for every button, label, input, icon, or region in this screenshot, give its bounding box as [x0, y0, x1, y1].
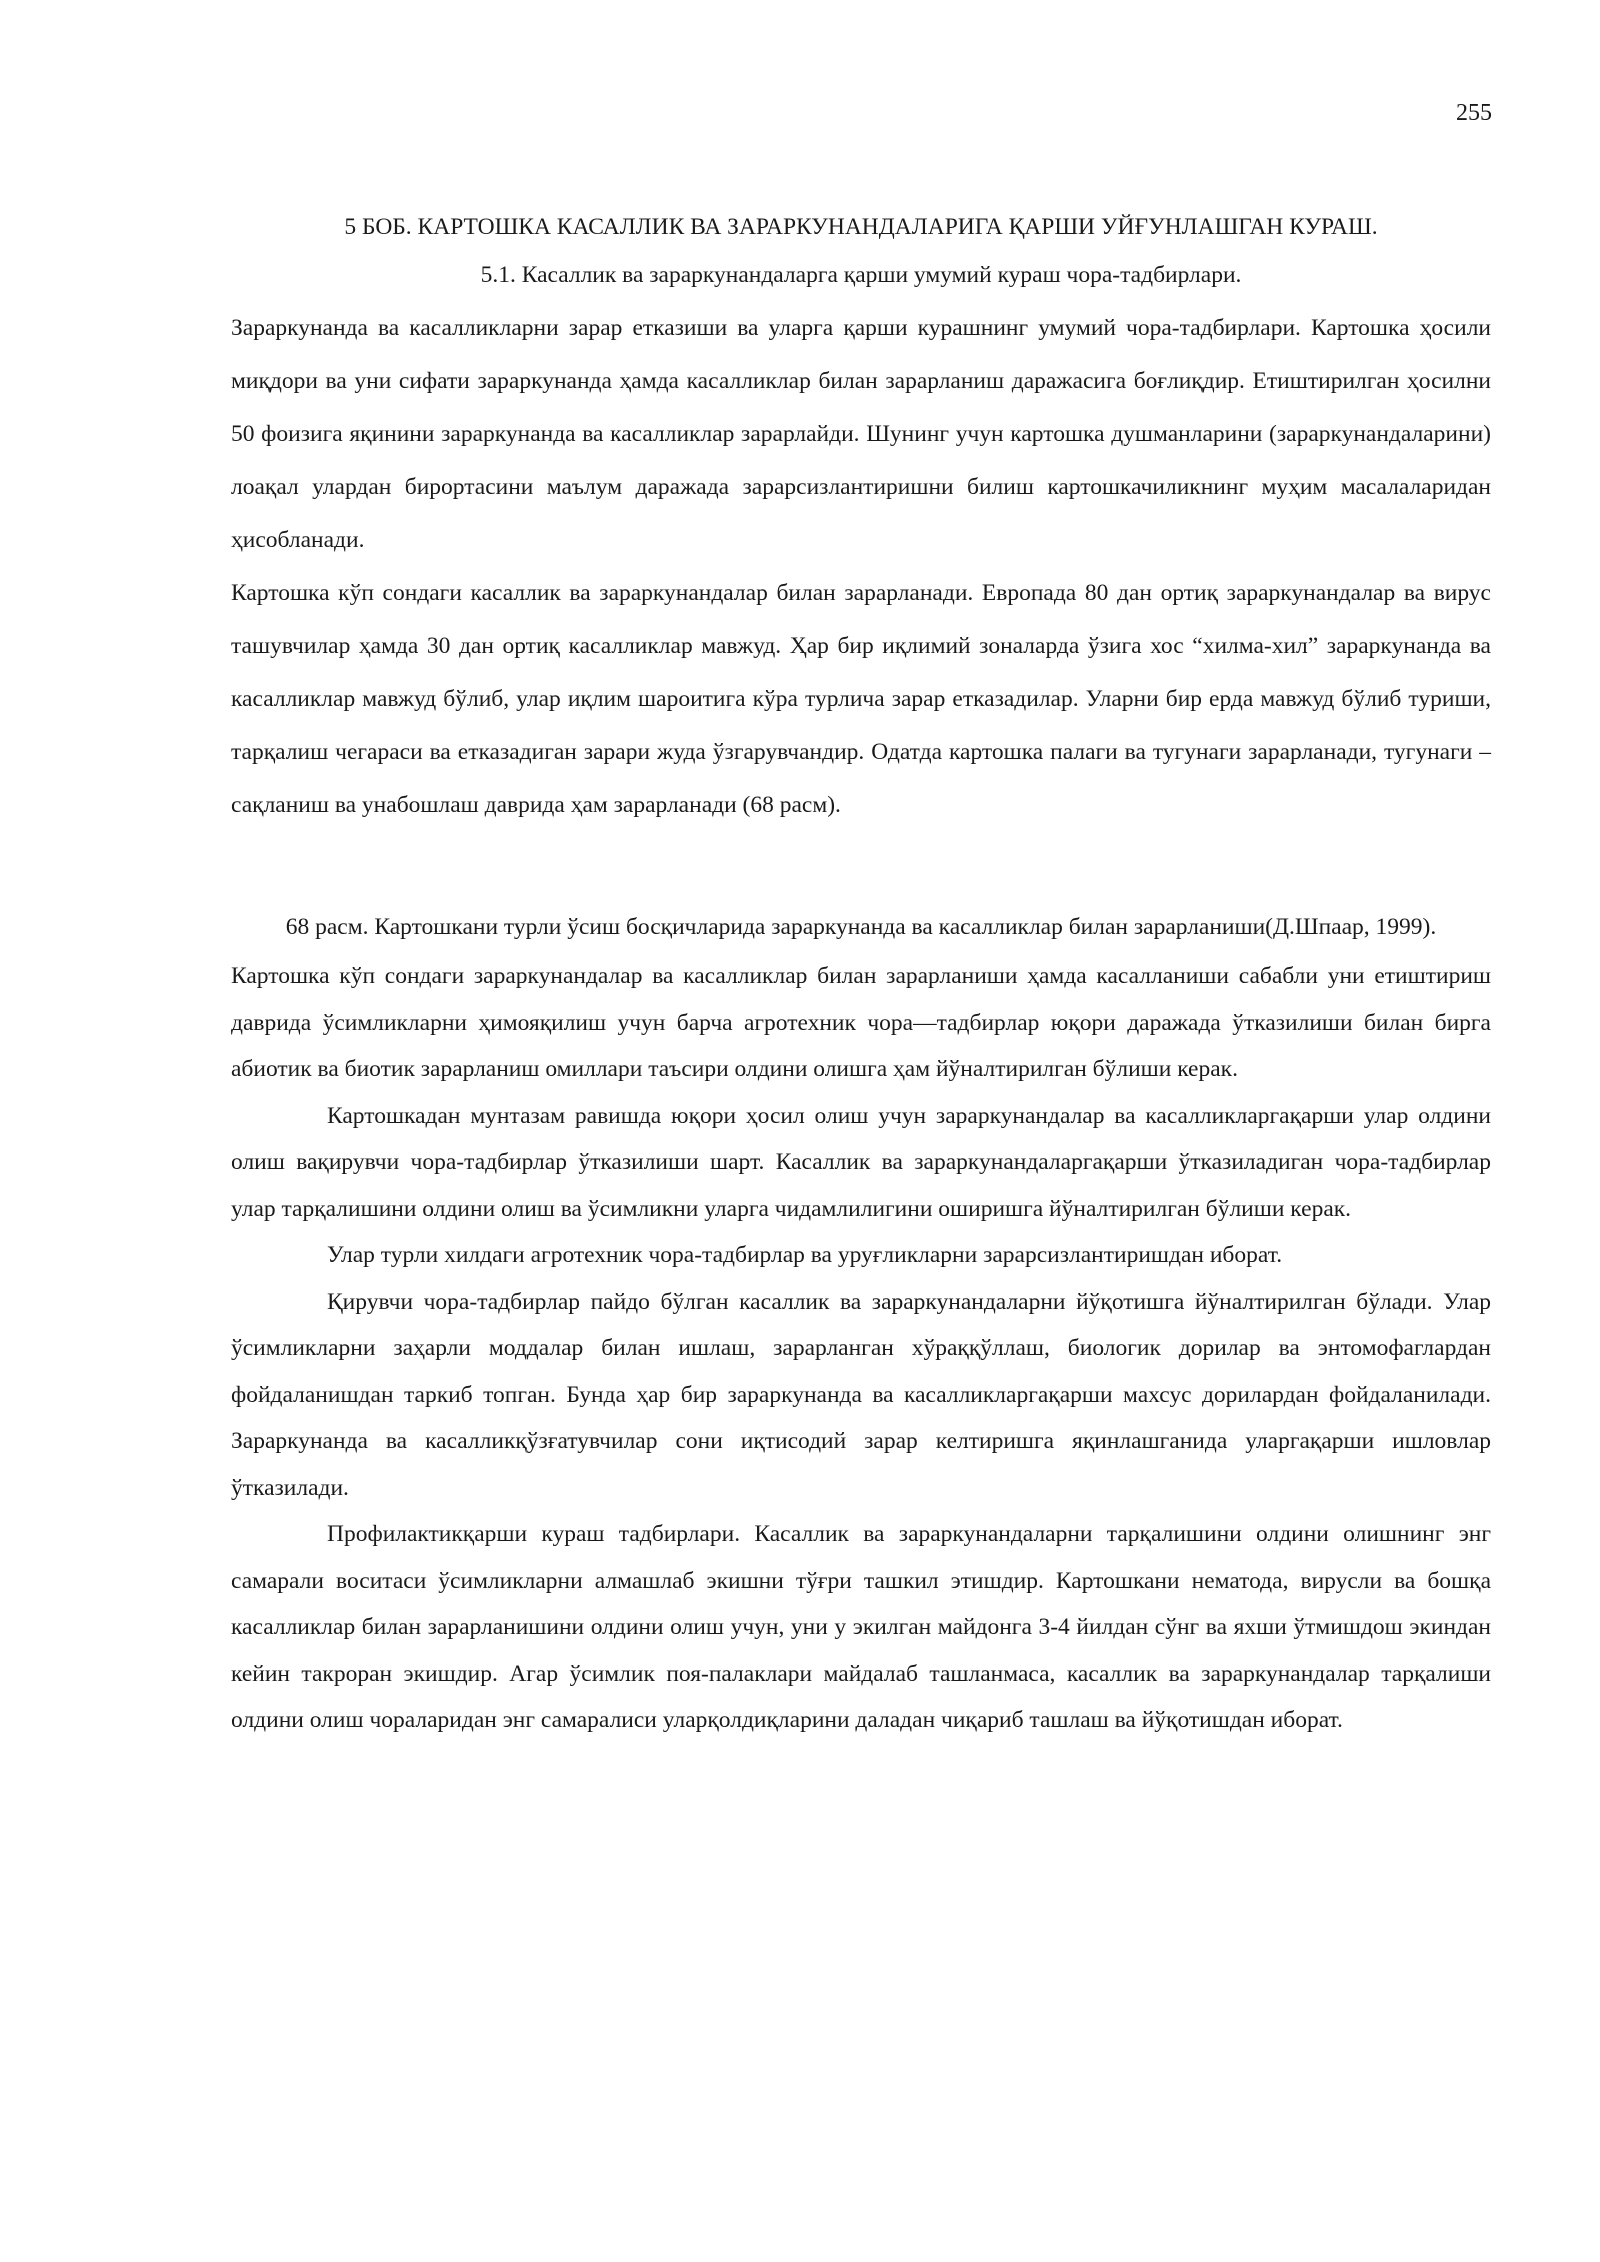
paragraph-protection: Картошка кўп сондаги зараркунандалар ва касалликлар билан зарарланиши ҳамда касалланиши сабабли уни етиштириш даврида ўсимликларни ҳимояқилиш учун барча агротехник чора—тадбирлар юқори даражада ўтказилиши билан бирга абиотик ва биотик зарарланиш омиллари таъсири олдини олишга ҳам йўналтирилган бўлиши керак. — [231, 963, 1491, 1082]
paragraph-prevention: Картошкадан мунтазам равишда юқори ҳосил олиш учун зараркунандалар ва касалликларгақарши улар олдини олиш вақирувчи чора-тадбирлар ўтказилиши шарт. Касаллик ва зараркунандаларгақарши ўтказиладиган чора-тадбирлар улар тарқалишини олдини олиш ва ўсимликни уларга чидамлилигини оширишга йўналтирилган бўлиши керак. — [231, 1102, 1491, 1222]
figure-caption: 68 расм. Картошкани турли ўсиш босқичларида зараркунанда ва касалликлар билан зарарланиши(Д.Шпаар, 1999). — [285, 914, 1437, 940]
page-content — [231, 210, 1491, 1744]
paragraph-destructive-measures: Қирувчи чора-тадбирлар пайдо бўлган касаллик ва зараркунандаларни йўқотишга йўналтирилган бўлади. Улар ўсимликларни заҳарли моддалар билан ишлаш, зарарланган хўраққўллаш, биологик дорилар ва энтомофаглардан фойдаланишдан таркиб топган. Бунда ҳар бир зараркунанда ва касалликларгақарши махсус дорилардан фойдаланилади. Зараркунанда ва касалликқўзғатувчилар сони иқтисодий зарар келтиришга яқинлашганида уларгақарши ишловлар ўтказилади. — [231, 1288, 1491, 1501]
paragraph-prophylactic: Профилактикқарши кураш тадбирлари. Касаллик ва зараркунандаларни тарқалишини олдини олишнинг энг самарали воситаси ўсимликларни алмашлаб экишни тўғри ташкил этишдир. Картошкани нематода, вирусли ва бошқа касалликлар билан зарарланишини олдини олиш учун, уни у экилган майдонга 3-4 йилдан сўнг ва яхши ўтмишдош экиндан кейин такроран экишдир. Агар ўсимлик поя-палаклари майдалаб ташланмаса, касаллик ва зараркунандалар тарқалиши олдини олиш чораларидан энг самаралиси уларқолдиқларини даладан чиқариб ташлаш ва йўқотишдан иборат. — [231, 1521, 1491, 1733]
page-number: 255 — [1456, 100, 1492, 126]
section-title: 5.1. Касаллик ва зараркунандаларга қарши умумий кураш чора-тадбирлари. — [480, 262, 1242, 288]
paragraph-agrotechnical: Улар турли хилдаги агротехник чора-тадбирлар ва уруғликларни зарарсизлантиришдан иборат. — [327, 1242, 1283, 1268]
chapter-title: 5 БОБ. КАРТОШКА КАСАЛЛИК ВА ЗАРАРКУНАНДАЛАРИГА ҚАРШИ УЙҒУНЛАШГАН КУРАШ. — [344, 214, 1378, 240]
paragraph-pests-overview: Картошка кўп сондаги касаллик ва зараркунандалар билан зарарланади. Европада 80 дан ортиқ зараркунандалар ва вирус ташувчилар ҳамда 30 дан ортиқ касалликлар мавжуд. Ҳар бир иқлимий зоналарда ўзига хос “хилма-хил” зараркунанда ва касалликлар мавжуд бўлиб, улар иқлим шароитига кўра турлича зарар етказадилар. Уларни бир ерда мавжуд бўлиб туриши, тарқалиш чегараси ва етказадиган зарари жуда ўзгарувчандир. Одатда картошка палаги ва тугунаги зарарланади, тугунаги – сақланиш ва унабошлаш даврида ҳам зарарланади (68 расм). — [231, 580, 1491, 818]
figure-placeholder — [231, 832, 1491, 908]
paragraph-general-measures: Зараркунанда ва касалликларни зарар етказиши ва уларга қарши курашнинг умумий чора-тадбирлари. Картошка ҳосили миқдори ва уни сифати зараркунанда ҳамда касалликлар билан зарарланиш даражасига боғлиқдир. Етиштирилган ҳосилни 50 фоизига яқинини зараркунанда ва касалликлар зарарлайди. Шунинг учун картошка душманларини (зараркунандаларини) лоақал улардан бирортасини маълум даражада зарарсизлантиришни билиш картошкачиликнинг муҳим масалаларидан ҳисобланади. — [231, 315, 1491, 553]
